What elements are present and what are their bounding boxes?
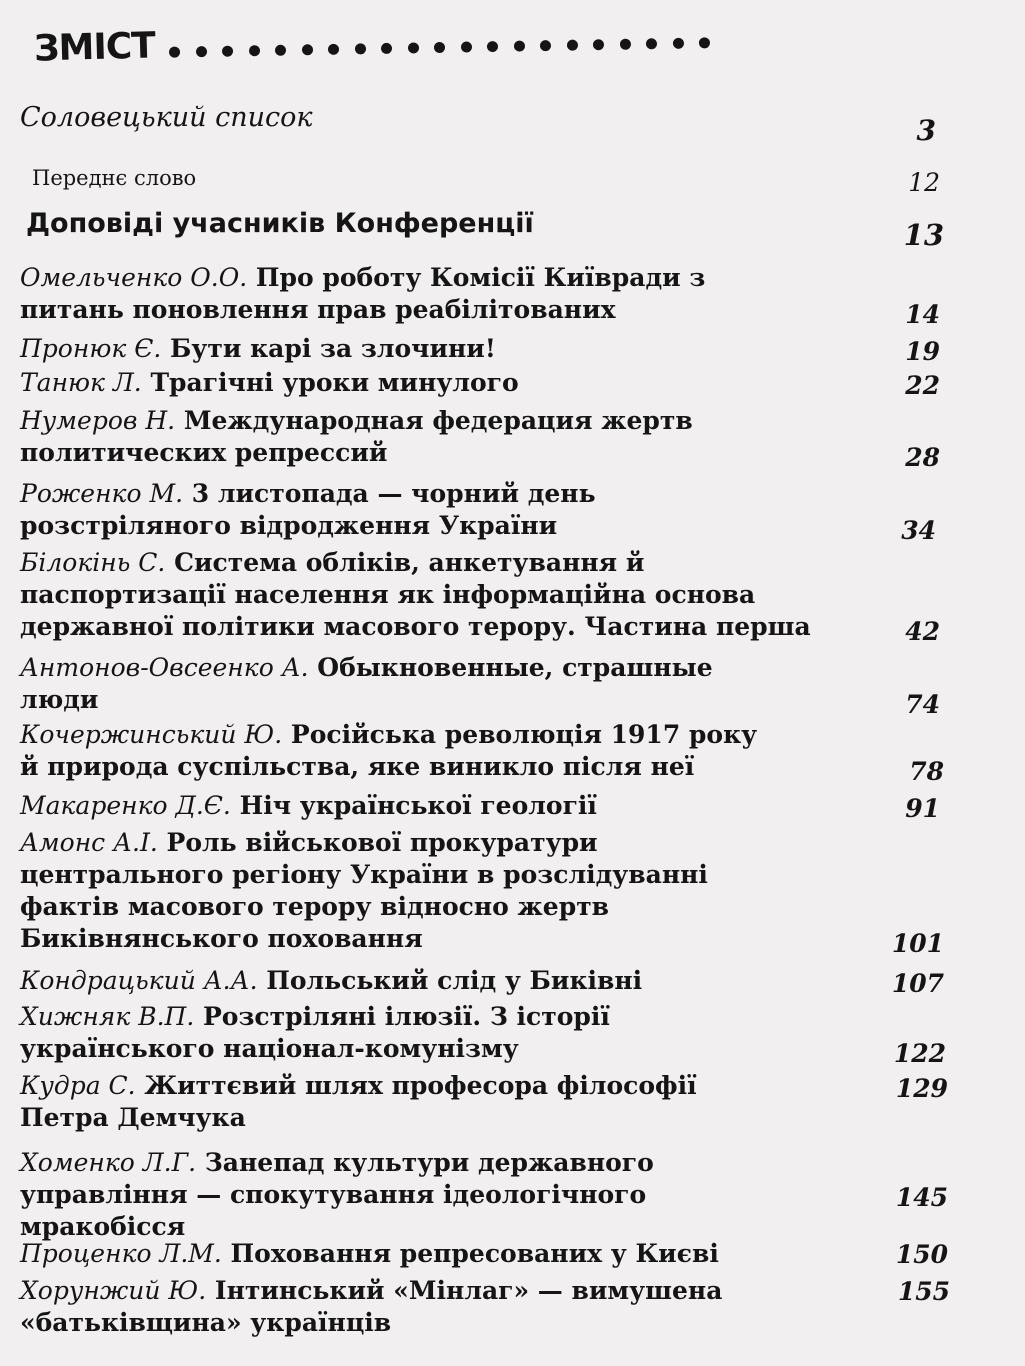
entry-page-number: 122 (893, 1039, 946, 1068)
entry-line: Кочержинський Ю. Російська революція 1917 року (20, 720, 758, 749)
entry-page-number: 155 (897, 1277, 950, 1306)
entry-page-number: 22 (905, 371, 940, 400)
entry-author: Антонов-Овсеенко А. (20, 653, 309, 682)
entry-author: Білокінь С. (20, 548, 166, 577)
entry-line: Хорунжий Ю. Інтинський «Мінлаг» — вимушена (20, 1276, 723, 1305)
toc-entry (20, 478, 820, 542)
toc-entry (20, 827, 820, 955)
entry-author: Нумеров Н. (20, 406, 176, 435)
entry-line: мракобісся (20, 1212, 186, 1241)
entry-line: українського націонал-комунізму (20, 1034, 519, 1063)
entry-author: Омельченко О.О. (20, 263, 248, 292)
entry-line: Петра Демчука (20, 1103, 246, 1132)
toc-title: ЗМІСТ (33, 24, 156, 70)
entry-page-number: 78 (909, 757, 944, 786)
entry-page-number: 107 (891, 969, 944, 998)
entry-author: Кудра С. (20, 1071, 136, 1100)
entry-author: Роженко М. (20, 479, 184, 508)
entry-author: Макаренко Д.Є. (20, 791, 231, 820)
section-page-solovetsky: 3 (916, 114, 936, 147)
entry-line: политических репрессий (20, 438, 388, 467)
toc-entry (20, 333, 820, 365)
section-title-reports: Доповіді учасників Конференції (26, 208, 534, 239)
entry-line: Хоменко Л.Г. Занепад культури державного (20, 1148, 654, 1177)
toc-entry (20, 1275, 820, 1339)
toc-entry (20, 965, 820, 997)
entry-page-number: 14 (905, 300, 940, 329)
entry-line: державної політики масового терору. Частина перша (20, 612, 811, 641)
entry-author: Хорунжий Ю. (20, 1276, 207, 1305)
entry-line: Макаренко Д.Є. Ніч української геології (20, 791, 597, 820)
toc-entry (20, 547, 820, 643)
entry-line: Хижняк В.П. Розстріляні ілюзії. З історії (20, 1002, 610, 1031)
entry-line: Амонс А.І. Роль військової прокуратури (20, 828, 598, 857)
entry-page-number: 91 (905, 794, 940, 823)
section-page-preface: 12 (908, 168, 940, 197)
entry-line: Кондрацький А.А. Польський слід у Биківні (20, 966, 643, 995)
entry-line: люди (20, 685, 99, 714)
entry-line: Проценко Л.М. Поховання репресованих у Києві (20, 1239, 719, 1268)
entry-line: Танюк Л. Трагічні уроки минулого (20, 368, 519, 397)
entry-page-number: 42 (905, 617, 940, 646)
entry-line: Кудра С. Життєвий шлях професора філософії (20, 1071, 697, 1100)
entry-page-number: 101 (891, 929, 944, 958)
section-title-solovetsky: Соловецький список (20, 102, 313, 133)
entry-line: Антонов-Овсеенко А. Обыкновенные, страшные (20, 653, 713, 682)
toc-entry (20, 405, 820, 469)
toc-entry (20, 790, 820, 822)
entry-page-number: 28 (905, 443, 940, 472)
entry-line: й природа суспільства, яке виникло після неї (20, 752, 695, 781)
toc-entry (20, 367, 820, 399)
toc-entry (20, 1147, 820, 1243)
entry-line: Білокінь С. Система обліків, анкетування й (20, 548, 645, 577)
entry-page-number: 19 (905, 337, 940, 366)
toc-entry (20, 1070, 820, 1134)
entry-line: Нумеров Н. Международная федерация жертв (20, 406, 693, 435)
entry-author: Хижняк В.П. (20, 1002, 195, 1031)
entry-author: Проценко Л.М. (20, 1239, 222, 1268)
entry-line: розстріляного відродження України (20, 511, 558, 540)
entry-author: Пронюк Є. (20, 334, 162, 363)
entry-author: Кочержинський Ю. (20, 720, 283, 749)
entry-author: Амонс А.І. (20, 828, 158, 857)
section-title-preface: Переднє слово (32, 166, 197, 190)
entry-page-number: 74 (905, 690, 940, 719)
entry-line: питань поновлення прав реабілітованих (20, 295, 616, 324)
toc-entry (20, 1001, 820, 1065)
entry-page-number: 129 (895, 1074, 948, 1103)
entry-line: фактів масового терору відносно жертв (20, 892, 610, 921)
toc-entry (20, 719, 820, 783)
entry-line: Биківнянського поховання (20, 924, 423, 953)
entry-line: центрального регіону України в розслідуванні (20, 860, 708, 889)
toc-entry (20, 262, 820, 326)
entry-author: Танюк Л. (20, 368, 142, 397)
entry-page-number: 34 (901, 516, 936, 545)
entry-author: Кондрацький А.А. (20, 966, 258, 995)
entry-line: паспортизації населення як інформаційна основа (20, 580, 756, 609)
entry-page-number: 150 (895, 1240, 948, 1269)
entry-line: управління — спокутування ідеологічного (20, 1180, 647, 1209)
entry-line: Пронюк Є. Бути карі за злочини! (20, 334, 496, 363)
entry-line: Роженко М. 3 листопада — чорний день (20, 479, 596, 508)
toc-entry (20, 1238, 820, 1270)
entry-page-number: 145 (895, 1183, 948, 1212)
section-page-reports: 13 (903, 218, 944, 252)
entry-author: Хоменко Л.Г. (20, 1148, 197, 1177)
entry-line: Омельченко О.О. Про роботу Комісії Київради з (20, 263, 706, 292)
entry-line: «батьківщина» українців (20, 1308, 392, 1337)
toc-entry (20, 652, 820, 716)
